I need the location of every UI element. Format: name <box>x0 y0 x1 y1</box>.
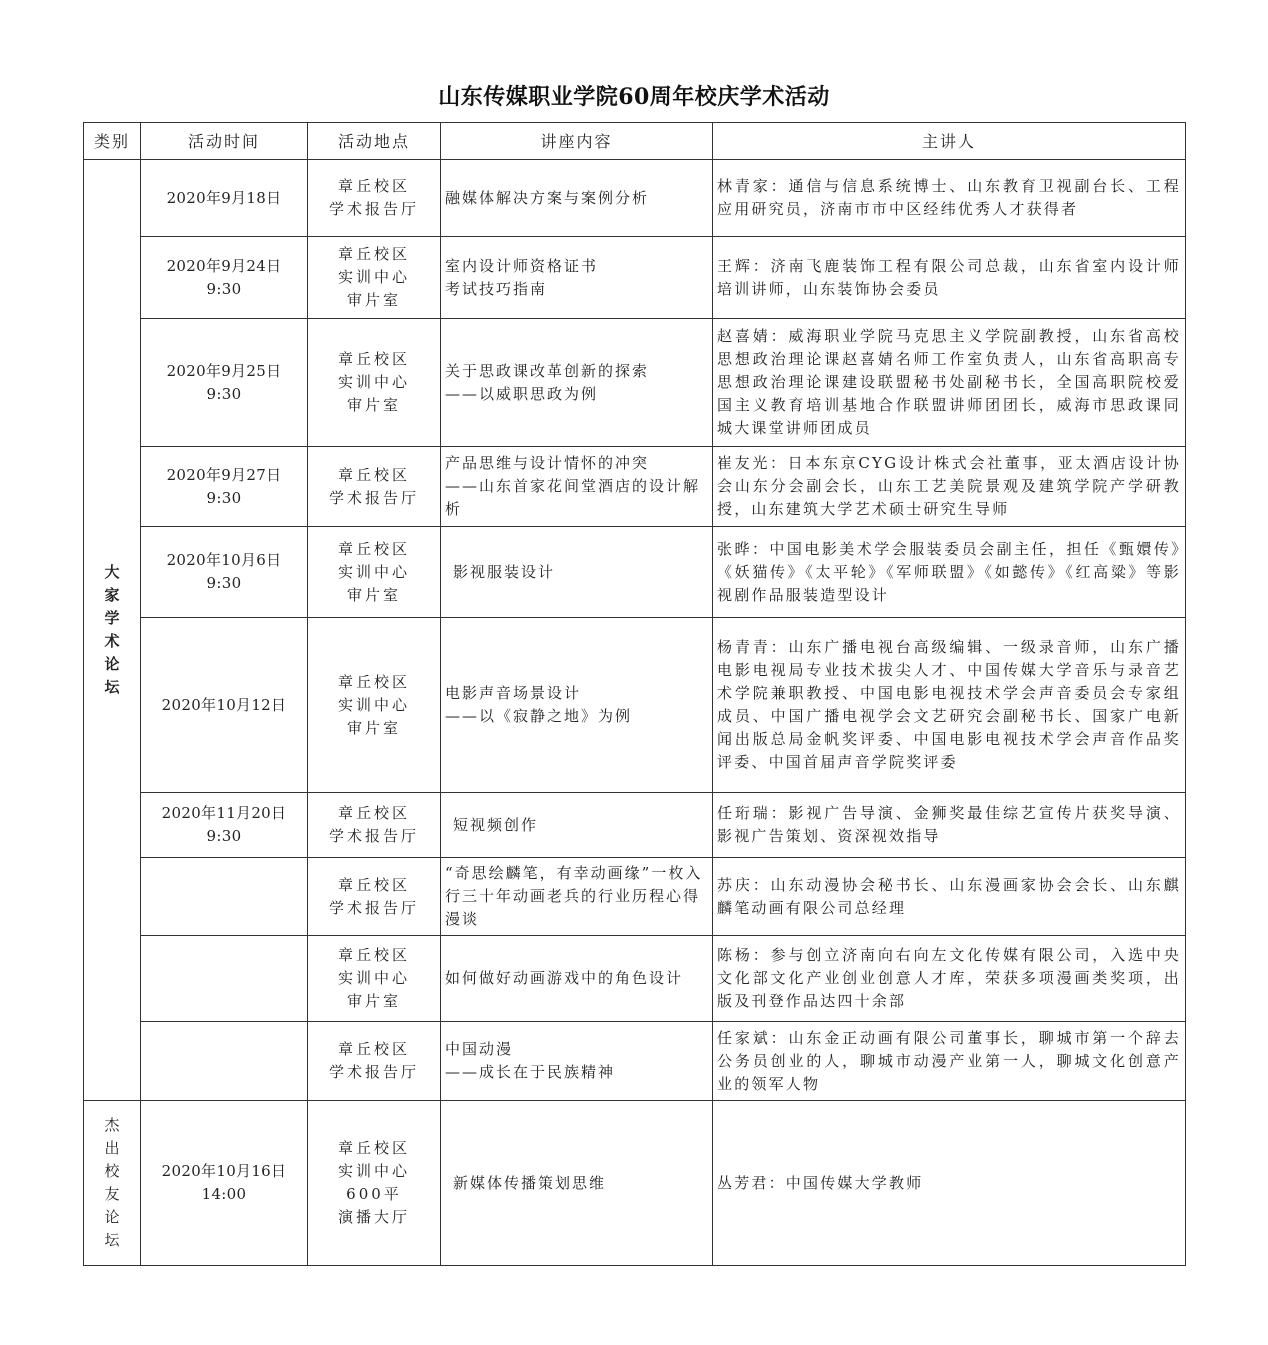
time-cell <box>141 858 308 936</box>
topic-cell: 影视服装设计 <box>441 527 713 618</box>
header-category: 类别 <box>84 123 141 160</box>
speaker-cell: 任珩瑞：影视广告导演、金狮奖最佳综艺宣传片获奖导演、影视广告策划、资深视效指导 <box>713 793 1186 858</box>
speaker-cell: 苏庆：山东动漫协会秘书长、山东漫画家协会会长、山东麒麟笔动画有限公司总经理 <box>713 858 1186 936</box>
table-row <box>84 160 1186 237</box>
table-header-row <box>84 123 1186 160</box>
location-cell: 章丘校区 实训中心 审片室 <box>308 618 441 793</box>
speaker-cell: 崔友光：日本东京CYG设计株式会社董事，亚太酒店设计协会山东分会副会长，山东工艺美院景观及建筑学院产学研教授，山东建筑大学艺术硕士研究生导师 <box>713 447 1186 527</box>
speaker-cell: 任家斌：山东金正动画有限公司董事长，聊城市第一个辞去公务员创业的人，聊城市动漫产业第一人，聊城文化创意产业的领军人物 <box>713 1022 1186 1101</box>
activity-schedule-table <box>83 122 1186 1266</box>
time-cell <box>141 936 308 1022</box>
speaker-cell: 赵喜婧：威海职业学院马克思主义学院副教授，山东省高校思想政治理论课赵喜婧名师工作室负责人，山东省高职高专思想政治理论课建设联盟秘书处副秘书长，全国高职院校爱国主义教育培训基地合作联盟讲师团团长，威海市思政课同城大课堂讲师团成员 <box>713 319 1186 447</box>
table-row <box>84 237 1186 319</box>
location-cell: 章丘校区 实训中心 审片室 <box>308 237 441 319</box>
table-row <box>84 793 1186 858</box>
topic-cell: 关于思政课改革创新的探索 ——以威职思政为例 <box>441 319 713 447</box>
location-cell: 章丘校区 学术报告厅 <box>308 1022 441 1101</box>
topic-cell: 室内设计师资格证书 考试技巧指南 <box>441 237 713 319</box>
time-cell: 2020年9月27日 9:30 <box>141 447 308 527</box>
time-cell: 2020年10月6日 9:30 <box>141 527 308 618</box>
table-row <box>84 319 1186 447</box>
speaker-cell: 杨青青：山东广播电视台高级编辑、一级录音师，山东广播电影电视局专业技术拔尖人才、中国传媒大学音乐与录音艺术学院兼职教授、中国电影电视技术学会声音委员会专家组成员、中国广播电视学会文艺研究会副秘书长、国家广电新闻出版总局金帆奖评委、中国电影电视技术学会声音作品奖评委、中国首届声音学院奖评委 <box>713 618 1186 793</box>
location-cell: 章丘校区 学术报告厅 <box>308 858 441 936</box>
time-cell <box>141 1022 308 1101</box>
speaker-cell: 林青家：通信与信息系统博士、山东教育卫视副台长、工程应用研究员，济南市市中区经纬优秀人才获得者 <box>713 160 1186 237</box>
header-time: 活动时间 <box>141 123 308 160</box>
time-cell: 2020年9月24日 9:30 <box>141 237 308 319</box>
table-row <box>84 527 1186 618</box>
table-row <box>84 858 1186 936</box>
time-cell: 2020年10月16日 14:00 <box>141 1101 308 1266</box>
header-location: 活动地点 <box>308 123 441 160</box>
location-cell: 章丘校区 实训中心 600平 演播大厅 <box>308 1101 441 1266</box>
location-cell: 章丘校区 学术报告厅 <box>308 447 441 527</box>
topic-cell: 融媒体解决方案与案例分析 <box>441 160 713 237</box>
location-cell: 章丘校区 实训中心 审片室 <box>308 936 441 1022</box>
table-row <box>84 618 1186 793</box>
location-cell: 章丘校区 实训中心 审片室 <box>308 527 441 618</box>
topic-cell: 新媒体传播策划思维 <box>441 1101 713 1266</box>
topic-cell: 电影声音场景设计 ——以《寂静之地》为例 <box>441 618 713 793</box>
location-cell: 章丘校区 实训中心 审片室 <box>308 319 441 447</box>
category-cell-alumni-forum <box>84 1101 141 1266</box>
header-topic: 讲座内容 <box>441 123 713 160</box>
time-cell: 2020年9月18日 <box>141 160 308 237</box>
location-cell: 章丘校区 学术报告厅 <box>308 793 441 858</box>
table-row <box>84 447 1186 527</box>
speaker-cell: 陈杨：参与创立济南向右向左文化传媒有限公司，入选中央文化部文化产业创业创意人才库，荣获多项漫画类奖项，出版及刊登作品达四十余部 <box>713 936 1186 1022</box>
speaker-cell: 丛芳君：中国传媒大学教师 <box>713 1101 1186 1266</box>
topic-cell: 产品思维与设计情怀的冲突 ——山东首家花间堂酒店的设计解析 <box>441 447 713 527</box>
document-title: 山东传媒职业学院60周年校庆学术活动 <box>438 84 830 110</box>
time-cell: 2020年10月12日 <box>141 618 308 793</box>
time-cell: 2020年9月25日 9:30 <box>141 319 308 447</box>
topic-cell: 如何做好动画游戏中的角色设计 <box>441 936 713 1022</box>
time-cell: 2020年11月20日 9:30 <box>141 793 308 858</box>
header-speaker: 主讲人 <box>713 123 1186 160</box>
topic-cell: “奇思绘麟笔，有幸动画缘”一枚入行三十年动画老兵的行业历程心得漫谈 <box>441 858 713 936</box>
topic-cell: 中国动漫 ——成长在于民族精神 <box>441 1022 713 1101</box>
category-label: 大家学术论坛 <box>104 563 120 696</box>
speaker-cell: 张晔：中国电影美术学会服装委员会副主任，担任《甄嬛传》《妖猫传》《太平轮》《军师联盟》《如懿传》《红高粱》等影视剧作品服装造型设计 <box>713 527 1186 618</box>
location-cell: 章丘校区 学术报告厅 <box>308 160 441 237</box>
topic-cell: 短视频创作 <box>441 793 713 858</box>
table-row <box>84 1101 1186 1266</box>
speaker-cell: 王辉：济南飞鹿装饰工程有限公司总裁，山东省室内设计师培训讲师，山东装饰协会委员 <box>713 237 1186 319</box>
table-row <box>84 1022 1186 1101</box>
table-row <box>84 936 1186 1022</box>
category-cell-masters-forum <box>84 160 141 1101</box>
category-label: 杰出校友论坛 <box>104 1116 120 1249</box>
